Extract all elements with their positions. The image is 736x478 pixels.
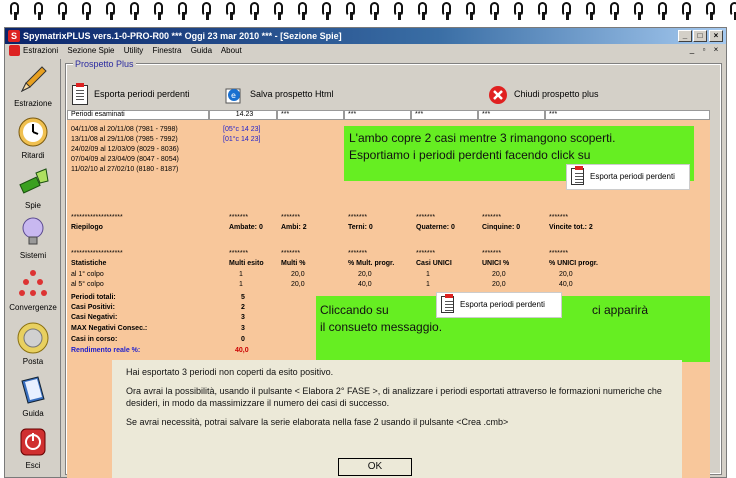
- molecule-icon: [16, 267, 50, 301]
- ring-icon: [442, 2, 451, 16]
- summary-cell: *******: [549, 214, 569, 221]
- stat-cell: 20,0: [492, 281, 506, 288]
- summary-cell: *******************: [71, 214, 123, 221]
- summary-cell: UNICI %: [482, 260, 510, 267]
- book-icon: [16, 373, 50, 407]
- ring-icon: [82, 2, 91, 16]
- mdi-close-icon[interactable]: ×: [713, 45, 719, 54]
- callout-export-button[interactable]: Esporta periodi perdenti: [436, 292, 562, 318]
- header-col: ***: [344, 110, 411, 120]
- sidebar-label: Guida: [22, 409, 44, 418]
- ring-icon: [466, 2, 475, 16]
- ring-icon: [34, 2, 43, 16]
- stat-cell: 20,0: [358, 271, 372, 278]
- mdi-controls: [686, 45, 722, 54]
- ring-icon: [514, 2, 523, 16]
- stat-cell: 20,0: [492, 271, 506, 278]
- sidebar-label: Ritardi: [21, 151, 45, 160]
- maximize-button[interactable]: □: [693, 30, 707, 42]
- total-value: 0: [241, 336, 245, 343]
- sidebar: [5, 59, 61, 477]
- lightbulb-icon: [16, 215, 50, 249]
- total-label: Periodi totali:: [71, 294, 116, 301]
- title-bar: [5, 28, 726, 44]
- summary-cell: *******: [416, 214, 436, 221]
- sidebar-label: Convergenze: [9, 303, 57, 312]
- stat-cell: 20,0: [291, 281, 305, 288]
- close-button[interactable]: ×: [709, 30, 723, 42]
- stat-cell: 1: [426, 281, 430, 288]
- ring-icon: [538, 2, 547, 16]
- period-row: 13/11/08 al 29/11/08 (7985 - 7992): [71, 136, 178, 143]
- summary-cell: *******: [549, 250, 569, 257]
- sidebar-label: Estrazione: [14, 99, 52, 108]
- stat-cell: 20,0: [559, 271, 573, 278]
- document-icon: [441, 296, 454, 313]
- stat-cell: 1: [239, 271, 243, 278]
- period-row: 07/04/09 al 23/04/09 (8047 - 8054): [71, 156, 179, 163]
- sidebar-item-posta[interactable]: [5, 321, 61, 366]
- window-title: SpymatrixPLUS vers.1-0-PRO-R00 *** Oggi 23 mar 2010 *** - [Sezione Spie]: [23, 31, 342, 41]
- ring-icon: [130, 2, 139, 16]
- message-dialog: [112, 360, 682, 478]
- notebook-rings: [0, 0, 736, 28]
- menu-estrazioni[interactable]: Estrazioni: [23, 46, 59, 55]
- summary-cell: *******: [348, 250, 368, 257]
- sidebar-item-ritardi[interactable]: [5, 115, 61, 160]
- total-label: Casi Negativi:: [71, 314, 118, 321]
- callout-export-button[interactable]: Esporta periodi perdenti: [566, 164, 690, 190]
- total-label: Rendimento reale %:: [71, 347, 141, 354]
- summary-cell: Cinquine: 0: [482, 224, 521, 231]
- sidebar-label: Esci: [25, 461, 41, 470]
- callout-2-line1a: Cliccando su: [320, 303, 389, 317]
- callout-2-line2: il consueto messaggio.: [320, 320, 443, 334]
- total-label: Casi Positivi:: [71, 304, 115, 311]
- doc-icon: [9, 45, 20, 56]
- esito-cell: [01°c 14 23]: [223, 136, 261, 143]
- stat-cell: 40,0: [358, 281, 372, 288]
- sidebar-item-esci[interactable]: [5, 425, 61, 470]
- period-row: 04/11/08 al 20/11/08 (7981 - 7998): [71, 126, 178, 133]
- menu-utility[interactable]: Utility: [123, 46, 144, 55]
- sidebar-item-spie[interactable]: [5, 165, 61, 210]
- summary-cell: Casi UNICI: [416, 260, 452, 267]
- summary-cell: Multi %: [281, 260, 306, 267]
- ring-icon: [106, 2, 115, 16]
- summary-cell: Ambi: 2: [281, 224, 307, 231]
- ring-icon: [322, 2, 331, 16]
- app-icon: S: [8, 30, 20, 42]
- total-value: 5: [241, 294, 245, 301]
- callout-1-line1: L'ambo copre 2 casi mentre 3 rimangono scoperti.: [349, 131, 616, 145]
- ring-icon: [610, 2, 619, 16]
- sidebar-label: Spie: [24, 201, 41, 210]
- ring-icon: [250, 2, 259, 16]
- stat-cell: 1: [239, 281, 243, 288]
- sidebar-item-sistemi[interactable]: [5, 215, 61, 260]
- ring-icon: [418, 2, 427, 16]
- summary-cell: Statistiche: [71, 260, 107, 267]
- menu-sezione-spie[interactable]: Sezione Spie: [67, 46, 115, 55]
- callout-2-line1b: ci apparirà: [592, 303, 649, 317]
- ring-icon: [298, 2, 307, 16]
- summary-cell: Quaterne: 0: [416, 224, 455, 231]
- message-text: Hai esportato 3 periodi non coperti da esito positivo.: [126, 367, 334, 377]
- ring-icon: [586, 2, 595, 16]
- header-col: ***: [411, 110, 478, 120]
- summary-cell: % UNICI progr.: [549, 260, 599, 267]
- pencil-icon: [16, 63, 50, 97]
- ie-icon: [224, 85, 244, 105]
- summary-cell: *******: [229, 250, 249, 257]
- callout-1-line2: Esportiamo i periodi perdenti facendo click su: [349, 148, 591, 162]
- document-icon: [571, 168, 584, 185]
- sidebar-item-guida[interactable]: [5, 373, 61, 418]
- total-value: 3: [241, 314, 245, 321]
- ring-icon: [490, 2, 499, 16]
- mdi-minimize-icon[interactable]: _: [689, 45, 695, 54]
- clock-icon: [16, 115, 50, 149]
- ring-icon: [346, 2, 355, 16]
- ring-icon: [370, 2, 379, 16]
- ring-icon: [10, 2, 19, 16]
- stat-cell: 1: [426, 271, 430, 278]
- message-text: Ora avrai la possibilità, usando il pulsante < Elabora 2° FASE >, di analizzare i periodi esportati attraverso le formazioni numeriche che desideri, in modo da massimizzare il numero dei casi di successo.: [126, 386, 662, 408]
- ring-icon: [658, 2, 667, 16]
- summary-cell: *******: [482, 250, 502, 257]
- summary-cell: Vincite tot.: 2: [549, 224, 593, 231]
- save-html-button[interactable]: e Salva prospetto Html: [224, 82, 334, 106]
- stat-cell: 20,0: [291, 271, 305, 278]
- message-text: Se avrai necessità, potrai salvare la serie elaborata nella fase 2 usando il pulsante <Crea .cmb>: [126, 417, 509, 427]
- menu-bar: [5, 44, 726, 58]
- ring-icon: [202, 2, 211, 16]
- summary-cell: Multi esito: [229, 260, 264, 267]
- mdi-restore-icon[interactable]: ▫: [702, 45, 706, 54]
- total-value: 2: [241, 304, 245, 311]
- sidebar-label: Posta: [22, 357, 44, 366]
- ring-icon: [634, 2, 643, 16]
- group-label: Prospetto Plus: [75, 59, 134, 69]
- ring-icon: [562, 2, 571, 16]
- ok-button[interactable]: OK: [338, 458, 412, 476]
- menu-guida[interactable]: Guida: [190, 46, 213, 55]
- close-icon: [488, 85, 508, 105]
- ring-icon: [730, 2, 736, 16]
- summary-cell: Ambate: 0: [229, 224, 263, 231]
- summary-cell: *******: [229, 214, 249, 221]
- summary-cell: % Mult. progr.: [348, 260, 395, 267]
- summary-cell: *******: [348, 214, 368, 221]
- sidebar-item-convergenze[interactable]: [5, 267, 61, 312]
- header-formation: 14.23: [209, 110, 277, 120]
- stat-cell: 40,0: [559, 281, 573, 288]
- ring-icon: [274, 2, 283, 16]
- total-label: MAX Negativi Consec.:: [71, 325, 148, 332]
- document-icon: [72, 85, 88, 105]
- ring-icon: [682, 2, 691, 16]
- export-button[interactable]: Esporta periodi perdenti: [72, 82, 190, 106]
- header-periodi: Periodi esaminati: [67, 110, 209, 120]
- sidebar-label: Sistemi: [19, 251, 47, 260]
- menu-about[interactable]: About: [220, 46, 242, 55]
- ring-icon: [706, 2, 715, 16]
- ring-icon: [154, 2, 163, 16]
- esito-cell: [05°c 14 23]: [223, 126, 261, 133]
- header-col: ***: [478, 110, 545, 120]
- total-label: Casi in corso:: [71, 336, 118, 343]
- sidebar-item-estrazione[interactable]: [5, 63, 61, 108]
- summary-cell: Terni: 0: [348, 224, 373, 231]
- exit-icon: [16, 425, 50, 459]
- coin-icon: [16, 321, 50, 355]
- summary-cell: *******: [482, 214, 502, 221]
- summary-cell: *******: [281, 214, 301, 221]
- ring-icon: [58, 2, 67, 16]
- ring-icon: [226, 2, 235, 16]
- ring-icon: [178, 2, 187, 16]
- flashlight-icon: [16, 165, 50, 199]
- summary-cell: *******************: [71, 250, 123, 257]
- stat-cell: al 5° colpo: [71, 281, 104, 288]
- close-prospetto-button[interactable]: Chiudi prospetto plus: [488, 82, 599, 106]
- stat-cell: al 1° colpo: [71, 271, 104, 278]
- period-row: 11/02/10 al 27/02/10 (8180 - 8187): [71, 166, 179, 173]
- summary-cell: *******: [416, 250, 436, 257]
- svg-text:e: e: [231, 90, 236, 100]
- header-col: ***: [277, 110, 344, 120]
- header-col: ***: [545, 110, 710, 120]
- total-value: 3: [241, 325, 245, 332]
- total-value: 40,0: [235, 347, 249, 354]
- minimize-button[interactable]: _: [678, 30, 692, 42]
- ring-icon: [394, 2, 403, 16]
- summary-cell: Riepilogo: [71, 224, 103, 231]
- period-row: 24/02/09 al 12/03/09 (8029 - 8036): [71, 146, 179, 153]
- summary-cell: *******: [281, 250, 301, 257]
- menu-finestra[interactable]: Finestra: [152, 46, 182, 55]
